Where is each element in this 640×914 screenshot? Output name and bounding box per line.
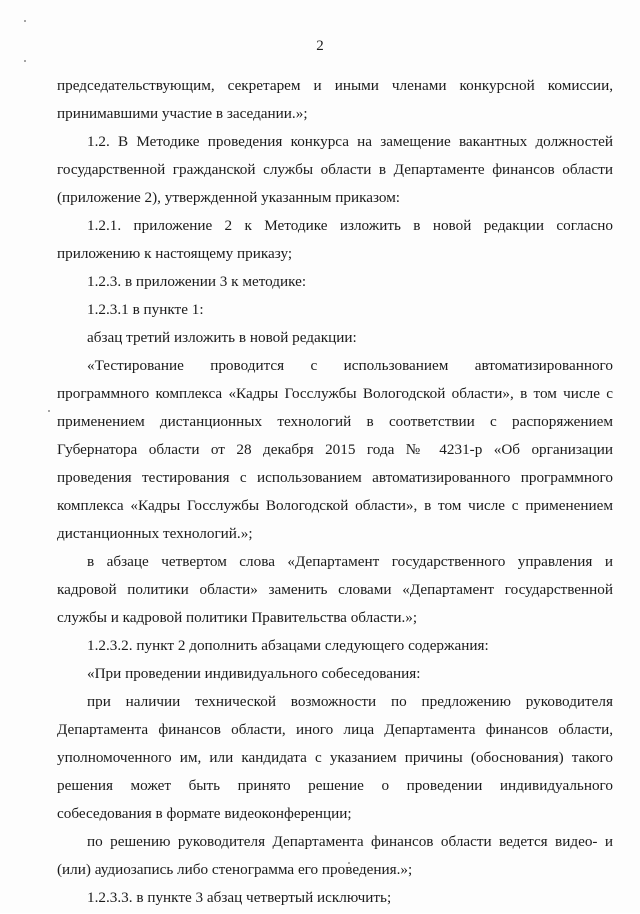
paragraph-line: (или) аудиозапись либо стенограмма его проведения.»; <box>57 861 413 878</box>
paragraph-line: абзац третий изложить в новой редакции: <box>87 329 357 346</box>
paragraph-line: службы и кадровой политики Правительства области.»; <box>57 609 418 626</box>
paragraph-line: председательствующим, секретарем и иными членами конкурсной комиссии, <box>57 77 613 94</box>
paragraph-line: применением дистанционных технологий в соответствии с распоряжением <box>57 413 613 430</box>
paragraph-line: в абзаце четвертом слова «Департамент государственного управления и <box>87 553 613 570</box>
paragraph-line: при наличии технической возможности по предложению руководителя <box>87 693 613 710</box>
scan-speck <box>48 410 50 412</box>
paragraph-line: 1.2.3.2. пункт 2 дополнить абзацами следующего содержания: <box>87 637 489 654</box>
paragraph-line: приложению к настоящему приказу; <box>57 245 293 262</box>
paragraph-line: (приложение 2), утвержденной указанным приказом: <box>57 189 401 206</box>
paragraph-line: 1.2. В Методике проведения конкурса на замещение вакантных должностей <box>87 133 613 150</box>
paragraph-line: по решению руководителя Департамента финансов области ведется видео- и <box>87 833 613 850</box>
paragraph-line: 1.2.1. приложение 2 к Методике изложить в новой редакции согласно <box>87 217 613 234</box>
paragraph-line: решения может быть принято решение о проведении индивидуального <box>57 777 613 794</box>
document-body <box>57 74 613 914</box>
paragraph-line: принимавшими участие в заседании.»; <box>57 105 308 122</box>
paragraph-line: кадровой политики области» заменить словами «Департамент государственной <box>57 581 613 598</box>
paragraph-line: программного комплекса «Кадры Госслужбы Вологодской области», в том числе с <box>57 385 613 402</box>
paragraph-line: Губернатора области от 28 декабря 2015 года № 4231-р «Об организации <box>57 441 613 458</box>
paragraph-line: «При проведении индивидуального собеседования: <box>87 665 421 682</box>
paragraph-line: комплекса «Кадры Госслужбы Вологодской области», в том числе с применением <box>57 497 613 514</box>
paragraph-line: Департамента финансов области, иного лица Департамента финансов области, <box>57 721 613 738</box>
paragraph-line: проведения тестирования с использованием автоматизированного программного <box>57 469 613 486</box>
paragraph-line: 1.2.3.1 в пункте 1: <box>87 301 204 318</box>
page-number: 2 <box>316 38 324 54</box>
paragraph-line: государственной гражданской службы области в Департаменте финансов области <box>57 161 613 178</box>
paragraph-line: «Тестирование проводится с использованием автоматизированного <box>87 357 613 374</box>
paragraph-line: дистанционных технологий.»; <box>57 525 253 542</box>
paragraph-line: уполномоченного им, или кандидата с указанием причины (обоснования) такого <box>57 749 613 766</box>
scan-speck <box>24 60 26 62</box>
paragraph-line: 1.2.3. в приложении 3 к методике: <box>87 273 307 290</box>
paragraph-line: 1.2.3.3. в пункте 3 абзац четвертый исключить; <box>87 889 392 906</box>
paragraph-line: собеседования в формате видеоконференции; <box>57 805 352 822</box>
scan-speck <box>24 20 26 22</box>
